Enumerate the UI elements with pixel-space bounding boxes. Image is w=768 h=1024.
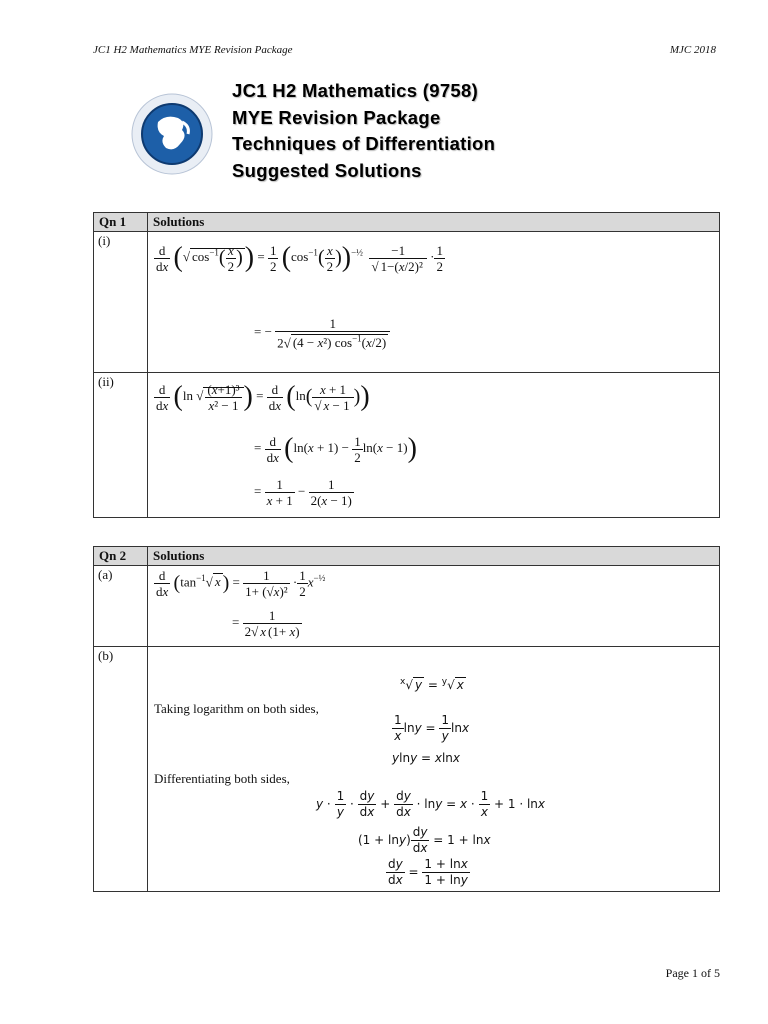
meridian-globe-logo-icon — [130, 92, 214, 176]
q2-part-a-solution: $\frac{d}{dx}$ ($\tan^{-1}√$ x ) = $\frac{1}{\text{1+ (√x)²}}$ · $\frac{1}{2}$ $x^{-\frac{1}{2}}$ = $\frac{1}{2√ x (1+ x)}$ — [148, 566, 720, 647]
q2-col-solutions: Solutions — [148, 547, 720, 566]
title-line-3: Techniques of Differentiation — [232, 133, 496, 154]
title-line-1: JC1 H2 Mathematics (9758) — [232, 80, 479, 101]
q2-part-b-label: (b) — [94, 647, 148, 892]
text-differentiating: Differentiating both sides, — [154, 771, 290, 786]
title-line-2: MYE Revision Package — [232, 106, 441, 128]
q2-table — [93, 546, 720, 892]
header-left: JC1 H2 Mathematics MYE Revision Package — [93, 44, 293, 56]
q1-part-i-solution: $\frac{d}{dx}$ (√ $\cos^{-1}$( $\frac{x}{2}$ )) = $\frac{1}{2}$ ($\cos^{-1}$( $\frac{x}{2}$ ))$^{-\frac{1}{2}}$ $\frac{-1}{\text{√ 1−(x/2)²}}$ · $\frac{1}{2}$ = − $\frac{1}{2√ (4 - x^2) \cos^{-1}(x/2)}$ — [148, 232, 720, 373]
text-taking-log: Taking logarithm on both sides, — [154, 701, 319, 716]
title-line-4: Suggested Solutions — [232, 159, 422, 181]
header-right: MJC 2018 — [669, 44, 716, 56]
q1-part-ii-solution: $\frac{d}{dx}$ (ln √ $\frac{\text{(x+1)³}}{\text{x² − 1}}$ ) = $\frac{d}{dx}$ (ln( $\frac{x + 1}{√ x - 1}$ )) = $\frac{d}{dx}$ (ln(x + 1) − $\frac{1}{2}$ ln(x − 1)) = $\frac{1}{x + 1}$ − $\frac{1}{2(x - 1)}$ — [148, 373, 720, 518]
q1-table — [93, 212, 720, 518]
q1-part-i-label: (i) — [94, 232, 148, 373]
q2-part-a-label: (a) — [94, 566, 148, 647]
document-title — [232, 78, 495, 184]
q2-col-qn: Qn 2 — [94, 547, 148, 566]
q2-part-b-solution: $^x$√ y = $^y$√ x Taking logarithm on both sides, $\frac{1}{x}$ lny = $\frac{1}{y}$ lnx ylny = xlnx Differentiating both sides, y · $\frac{1}{y}$ · $\frac{dy}{dx}$ + $\frac{dy}{dx}$ · lny = x · $\frac{1}{x}$ + 1 · lnx (1 + lny) $\frac{dy}{dx}$ = 1 + lnx $\frac{dy}{dx}$ = $\frac{1 + \ln x}{1 + \ln y}$ — [148, 647, 720, 892]
q1-part-ii-label: (ii) — [94, 373, 148, 518]
q1-col-qn: Qn 1 — [94, 213, 148, 232]
page-footer: Page 1 of 5 — [665, 966, 720, 980]
q1-col-solutions: Solutions — [148, 213, 720, 232]
